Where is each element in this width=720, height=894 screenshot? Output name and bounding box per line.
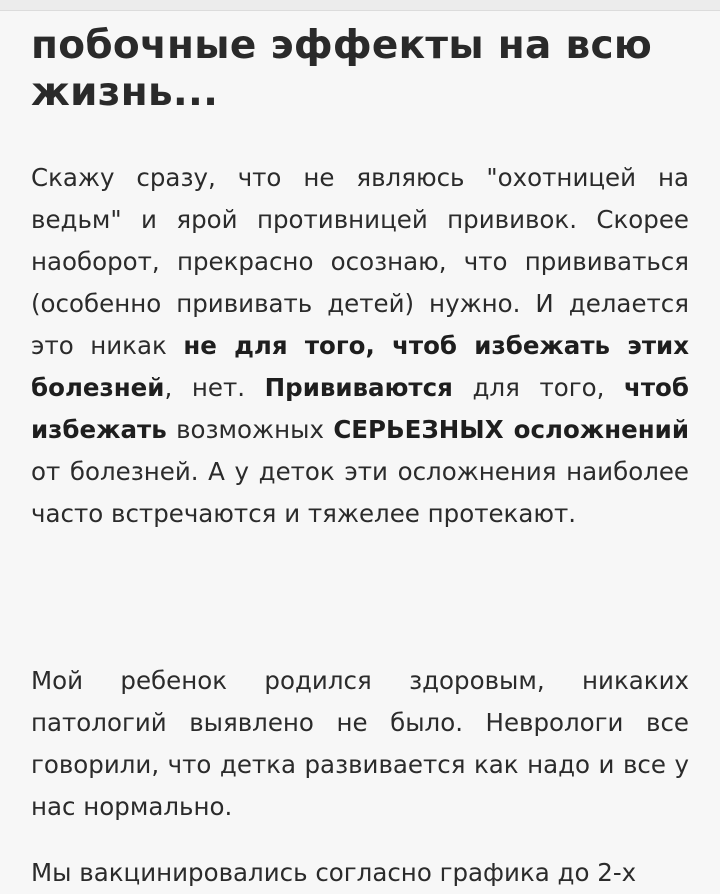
text-span: Скажу сразу, что не являюсь "охотницей на ведьм" и ярой противницей прививок. Скорее наоборот, прекрасно осознаю, что прививаться (особенно прививать детей) нужно. И делается это никак [31, 163, 689, 360]
bold-text: чтоб избежать [31, 373, 689, 444]
article-title: побочные эффекты на всю жизнь... [31, 23, 653, 115]
bold-text: Прививаются [264, 373, 453, 402]
bold-text: СЕРЬЕЗНЫХ осложнений [333, 415, 689, 444]
article-body [31, 22, 689, 887]
paragraph-intro [31, 157, 689, 535]
paragraph-vaccination-partial: Мы вакцинировались согласно графика до 2-х [31, 858, 637, 887]
bold-text: не для того, чтоб избежать этих болезней [31, 331, 689, 402]
paragraph-child-health: Мой ребенок родился здоровым, никаких патологий выявлено не было. Неврологи все говорили, что детка развивается как надо и все у нас нормально. [31, 666, 689, 821]
text-span: от болезней. А у деток эти осложнения наиболее часто встречаются и тяжелее протекают. [31, 457, 689, 528]
top-divider [0, 0, 720, 11]
text-span: для того, [452, 373, 625, 402]
text-span: , нет. [164, 373, 265, 402]
text-span: возможных [166, 415, 334, 444]
